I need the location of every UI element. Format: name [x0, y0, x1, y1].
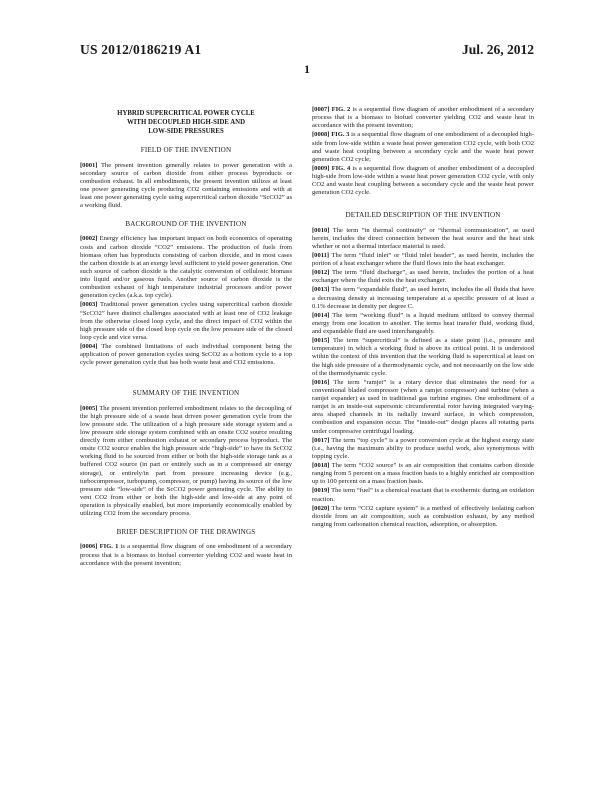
paragraph-0020: [312, 505, 534, 529]
title-line-2: WITH DECOUPLED HIGH-SIDE AND: [126, 118, 246, 126]
paragraph-0013: [312, 286, 534, 310]
document-title: [80, 110, 292, 136]
detailed-description-heading: DETAILED DESCRIPTION OF THE INVENTION: [345, 211, 501, 220]
paragraph-number: [0001]: [80, 161, 98, 169]
paragraph-0017: [312, 437, 534, 461]
paragraph-text: is a sequential flow diagram of one embodiment of a decoupled high-side from low-side within a waste heat power generation CO2 cycle, with both CO2 and waste heat coupling between a secondary cycle and the waste heat power generation CO2 cycle;: [312, 131, 534, 163]
paragraph-0010: [312, 227, 534, 251]
paragraph-0016: [312, 379, 534, 436]
figure-reference: FIG. 2: [331, 106, 351, 113]
right-column: [312, 106, 534, 530]
paragraph-number: [0016]: [312, 378, 330, 386]
paragraph-number: [0020]: [312, 504, 330, 512]
paragraph-text: The present invention preferred embodiment relates to the decoupling of the high pressure side of a waste heat driven power generation cycle from the low pressure side. The utilization of a high pressure side storage system and a low pressure side storage system combined with an onsite CO2 source resulting directly from either combustion exhaust or secondary process byproduct. The onsite CO2 source enables the high pressure side “high-side” to have its ScCO2 working fluid to be sourced from either or both the high-side storage tank as a buffered CO2 source (in part or entirely such as in a compressed air energy storage), or entirely/in part from pressure increasing device (e.g., turbocompressor, turbopump, compressor, or pump) having its source of the low pressure side “low-side” of the ScCO2 power generating cycle. The ability to vent CO2 from either or both the high-side and low-side at any point of operation is physically enabled, but more importantly economically enabled by utilizing CO2 from the secondary process.: [80, 404, 292, 518]
paragraph-text: The term “top cycle” is a power conversion cycle at the highest exergy state (i.e., having the maximum ability to produce useful work, also synonymous with topping cycle.: [312, 436, 534, 460]
paragraph-0002: [80, 235, 292, 300]
paragraph-0009: [312, 165, 534, 198]
paragraph-number: [0002]: [80, 235, 98, 243]
title-line-1: HYBRID SUPERCRITICAL POWER CYCLE: [117, 110, 255, 117]
paragraph-text: The term “fuel” is a chemical reactant that is exothermic during an oxidation reaction.: [312, 487, 534, 503]
paragraph-text: The term “working fluid” is a liquid medium utilized to convey thermal energy from one location to another. The terms heat transfer fluid, working fluid, and expandable fluid are used interchangeably.: [312, 311, 534, 335]
paragraph-number: [0009]: [312, 164, 330, 172]
paragraph-number: [0015]: [312, 337, 330, 345]
publication-date: Jul. 26, 2012: [461, 42, 534, 57]
figure-reference: FIG. 1: [99, 543, 119, 551]
page-number: 1: [304, 62, 310, 76]
paragraph-text: The term “in thermal continuity” or “thermal communication”, as used herein, includes the direct connection between the heat source and the heat sink whether or not a thermal interface material is used.: [312, 226, 534, 250]
figure-reference: FIG. 3: [331, 131, 350, 139]
paragraph-number: [0011]: [312, 251, 330, 259]
paragraph-text: The term “fluid inlet” or “fluid inlet header”, as used herein, includes the portion of a heat exchanger where the fluid flows into the heat exchanger.: [312, 251, 534, 267]
paragraph-0011: [312, 252, 534, 268]
paragraph-text: is a sequential flow diagram of another embodiment of a decoupled high-side from low-side within a waste heat power generation CO2 cycle, with only CO2 and waste heat coupling between a secondary cycle and the waste heat power generation CO2 cycle.: [312, 164, 534, 197]
paragraph-0015: [312, 337, 534, 378]
paragraph-text: The term “expandable fluid”, as used herein, includes the all fluids that have a decreasing density at increasing temperature at a specific pressure of at least a 0.1% decrease in density per degree C.: [312, 286, 534, 310]
paragraph-number: [0006]: [80, 543, 98, 551]
publication-number: US 2012/0186219 A1: [80, 42, 202, 57]
title-line-3: LOW-SIDE PRESSURES: [148, 127, 224, 135]
paragraph-number: [0013]: [312, 286, 330, 294]
paragraph-0001: [80, 162, 292, 211]
paragraph-text: The term “fluid discharge”, as used herein, includes the portion of a heat exchanger where the fluid exits the heat exchanger.: [312, 269, 534, 285]
paragraph-text: The term “supercritical” is defined as a state point (i.e., pressure and temperature) in which a working fluid is above its critical point. It is understood within the context of this invention that the working fluid is supercritical at least on the high side pressure of a thermodynamic cycle, and not necessarily on the low side of the thermodynamic cycle.: [312, 337, 534, 377]
paragraph-text: is a sequential flow diagram of one embodiment of a secondary process that is a biomass to biofuel converter yielding CO2 and waste heat in accordance with the present invention;: [80, 543, 292, 567]
paragraph-number: [0018]: [312, 462, 330, 469]
paragraph-text: The term “CO2 source” is an air composition that contains carbon dioxide ranging from 5 percent on a mass fraction basis to a highly enriched air composition up to 100 percent on a mass fraction basis.: [312, 462, 534, 486]
paragraph-0004: [80, 343, 292, 367]
paragraph-0006: [80, 543, 292, 567]
paragraph-text: The present invention generally relates to power generation with a secondary source of carbon dioxide from either process byproducts or combustion exhaust. In all embodiments, the present invention utilizes at least one power generating cycle producing CO2 containing emissions and with at least one power generating cycle using supercritical carbon dioxide “ScCO2” as a working fluid.: [80, 161, 292, 210]
paragraph-text: The term “ramjet” is a rotary device that eliminates the need for a conventional bladed compressor (when a ramjet compressor) and turbine (when a ramjet expander) as used in traditional gas turbine engines. One embodiment of a ramjet is an inside-out supersonic circumferential rotor having integrated varying-area shaped channels in its radially inward surface, in which compression, combustion and expansion occur. The “inside-out” design places all rotating parts under compressive centrifugal loading.: [312, 378, 534, 435]
summary-heading: SUMMARY OF THE INVENTION: [132, 389, 240, 398]
paragraph-0007: [312, 106, 534, 130]
paragraph-number: [0019]: [312, 487, 330, 495]
paragraph-number: [0003]: [80, 301, 98, 309]
paragraph-0008: [312, 131, 534, 164]
field-heading: FIELD OF THE INVENTION: [140, 146, 232, 155]
paragraph-0005: [80, 405, 292, 519]
left-column: [80, 100, 292, 569]
paragraph-text: Energy efficiency has important impact on both economics of operating costs and carbon dioxide “CO2” emissions. The production of fuels from biomass often has byproducts consisting of carbon dioxide, and in most cases the carbon dioxide is at an exergy level sufficient to yield power generation. One such source of carbon dioxide is the catalytic conversion of cellulosic biomass into liquid and/or gaseous fuels. Another source of carbon dioxide is the combustion exhaust of high temperature industrial processes and/or power generation cycles (a.k.a. top cycle).: [80, 235, 292, 300]
paragraph-number: [0017]: [312, 436, 330, 444]
paragraph-text: Traditional power generation cycles using supercritical carbon dioxide “ScCO2” have distinct challenges associated with at least one of CO2 leakage from the otherwise closed loop cycle, and the direct impact of CO2 within the high pressure side of the closed loop cycle on the low pressure side of the closed loop cycle and vice versa.: [80, 301, 292, 341]
paragraph-0019: [312, 487, 534, 503]
paragraph-number: [0012]: [312, 269, 330, 277]
paragraph-number: [0010]: [312, 226, 330, 234]
paragraph-text: The term “CO2 capture system” is a method of effectively isolating carbon dioxide from an air composition, such as combustion exhaust, by any method ranging from carbonation chemical reaction, adsorption, or absorption.: [312, 504, 534, 528]
paragraph-0012: [312, 269, 534, 285]
paragraph-text: The combined limitations of each individual component being the application of power generation cycles using ScCO2 as a bottom cycle to a top cycle power generation cycle that has both waste heat and CO2 emissions.: [80, 343, 292, 367]
paragraph-0014: [312, 312, 534, 336]
drawings-heading: BRIEF DESCRIPTION OF THE DRAWINGS: [116, 528, 256, 537]
paragraph-text: is a sequential flow diagram of another embodiment of a secondary process that is a biomass to biofuel converter yielding CO2 and waste heat in accordance with the present invention;: [312, 106, 534, 130]
paragraph-number: [0007]: [312, 106, 330, 113]
figure-reference: FIG. 4: [331, 164, 351, 172]
paragraph-number: [0008]: [312, 131, 330, 139]
paragraph-number: [0004]: [80, 343, 98, 351]
paragraph-0003: [80, 301, 292, 342]
paragraph-0018: [312, 462, 534, 486]
paragraph-number: [0014]: [312, 311, 330, 319]
paragraph-number: [0005]: [80, 404, 98, 412]
background-heading: BACKGROUND OF THE INVENTION: [125, 220, 247, 229]
